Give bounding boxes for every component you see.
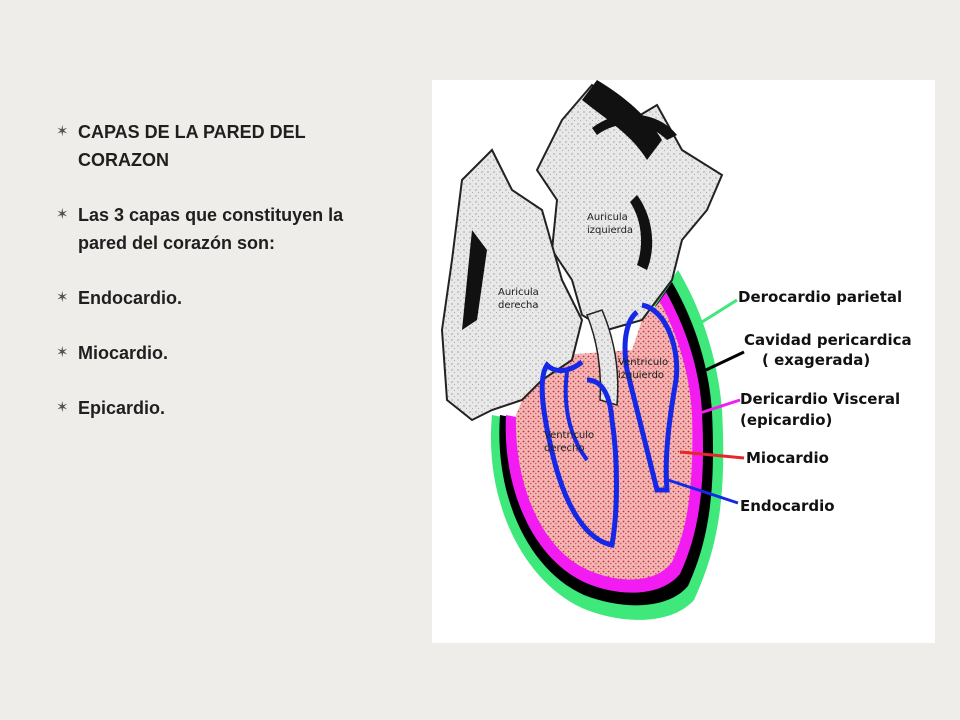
label-cavidad-exagerada: ( exagerada): [762, 351, 871, 369]
star-icon: ✶: [56, 344, 69, 361]
auricula-derecha-label-2: derecha: [498, 300, 539, 311]
star-icon: ✶: [56, 289, 69, 306]
bullet-item: ✶ Miocardio.: [56, 339, 396, 367]
bullet-list: [56, 118, 396, 449]
label-endocardio: Endocardio: [740, 497, 835, 515]
label-pericardio-parietal: Derocardio parietal: [738, 288, 903, 306]
auricula-izquierda-label-2: izquierda: [587, 225, 634, 236]
heart-diagram: [432, 80, 935, 643]
bullet-item: ✶ Epicardio.: [56, 394, 396, 422]
label-epicardio: (epicardio): [740, 411, 833, 429]
label-pericardio-visceral: Dericardio Visceral: [740, 390, 901, 408]
star-icon: ✶: [56, 399, 69, 416]
bullet-item: ✶ CAPAS DE LA PARED DEL CORAZON: [56, 118, 396, 174]
label-miocardio: Miocardio: [746, 449, 829, 467]
star-icon: ✶: [56, 123, 69, 140]
label-cavidad-pericardica: Cavidad pericardica: [744, 331, 912, 349]
ventriculo-izquierdo-label-2: izquierdo: [618, 370, 665, 381]
heart-diagram-svg: [432, 80, 935, 643]
bullet-item: ✶ Endocardio.: [56, 284, 396, 312]
ventriculo-izquierdo-label: Ventriculo: [618, 357, 669, 368]
ventriculo-derecho-label: Ventriculo: [544, 430, 595, 441]
star-icon: ✶: [56, 206, 69, 223]
leader-parietal: [702, 300, 737, 322]
bullet-item: ✶ Las 3 capas que constituyen la pared del corazón son:: [56, 201, 396, 257]
auricula-derecha-label: Auricula: [498, 287, 539, 298]
auricula-izquierda-label: Auricula: [587, 212, 628, 223]
ventriculo-derecho-label-2: derecho: [544, 443, 585, 454]
